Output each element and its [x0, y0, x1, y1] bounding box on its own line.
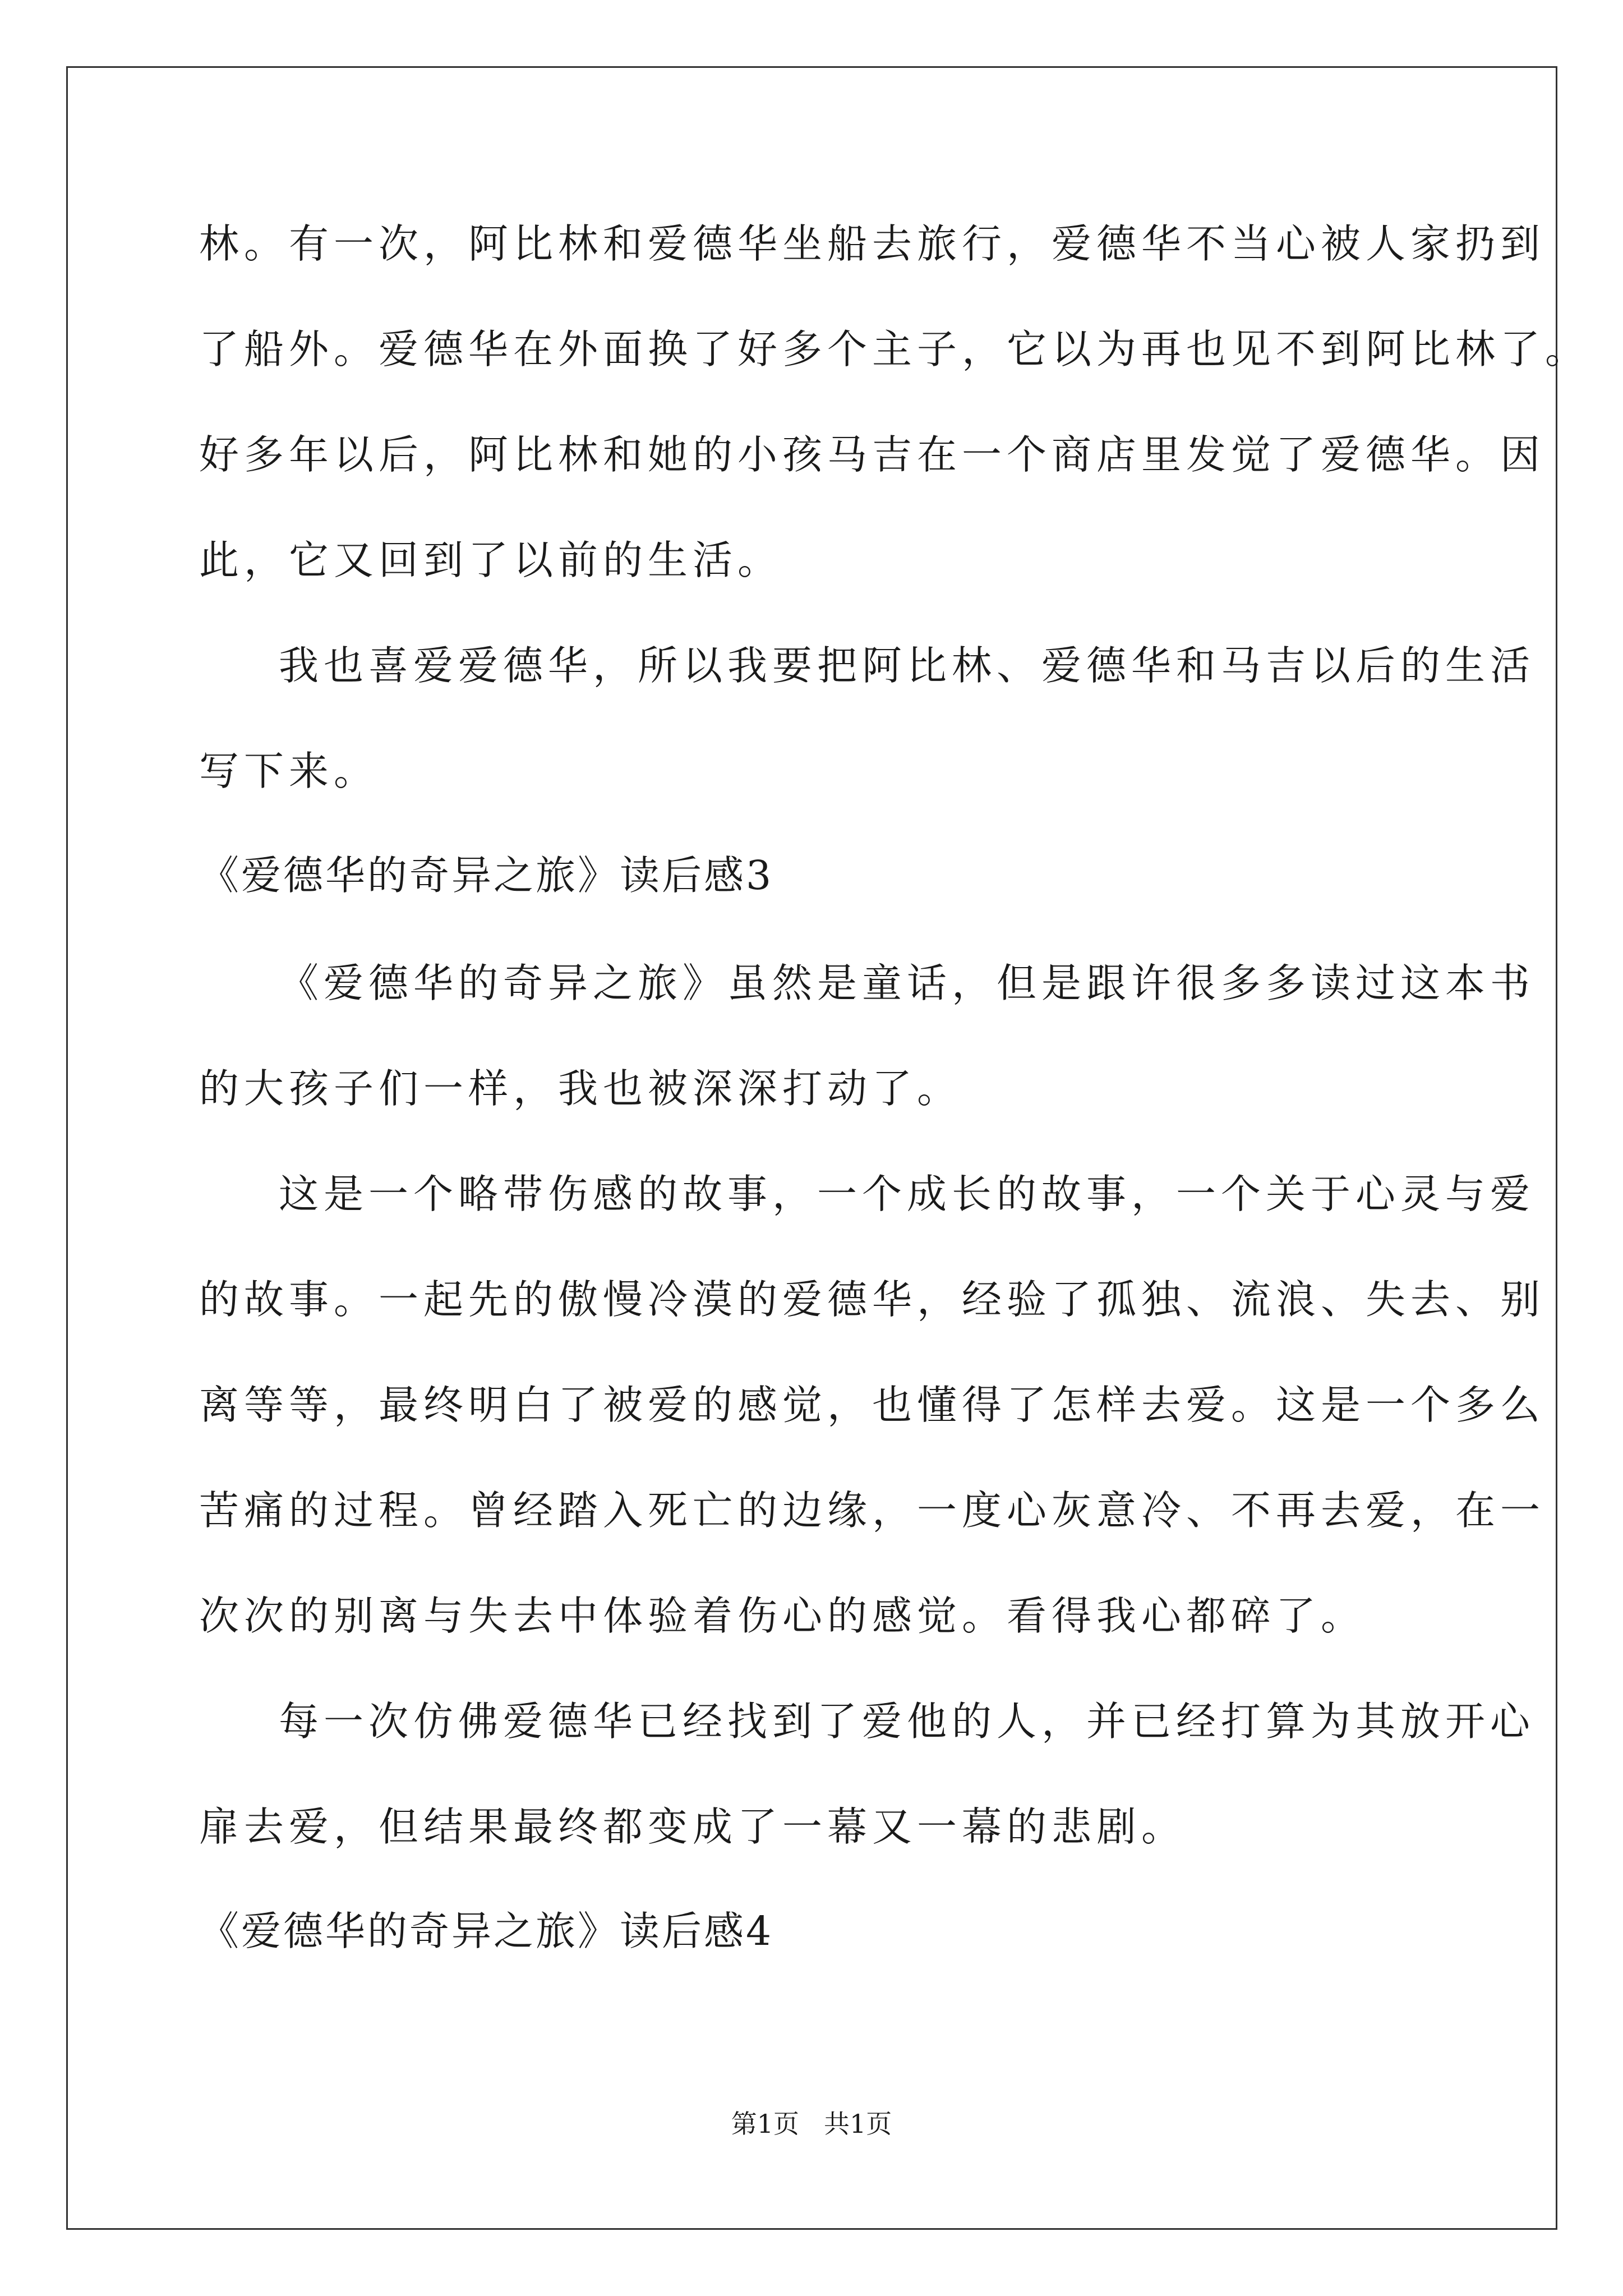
- body-line: 苦痛的过程。曾经踏入死亡的边缘，一度心灰意冷、不再去爱，在一: [199, 1487, 1546, 1534]
- page-number: 第1页: [731, 2109, 799, 2139]
- body-line: 此，它又回到了以前的生活。: [199, 537, 783, 583]
- page-total: 共1页: [824, 2109, 892, 2139]
- body-line: 林。有一次，阿比林和爱德华坐船去旅行，爱德华不当心被人家扔到: [199, 220, 1546, 267]
- body-line: 离等等，最终明白了被爱的感觉，也懂得了怎样去爱。这是一个多么: [199, 1382, 1546, 1428]
- paragraph-first-line: 每一次仿佛爱德华已经找到了爱他的人，并已经打算为其放开心: [279, 1698, 1536, 1745]
- paragraph-first-line: 这是一个略带伤感的故事，一个成长的故事，一个关于心灵与爱: [279, 1171, 1536, 1217]
- paragraph-first-line: 我也喜爱爱德华，所以我要把阿比林、爱德华和马吉以后的生活: [279, 642, 1536, 689]
- section-heading: 《爱德华的奇异之旅》读后感4: [199, 1908, 774, 1954]
- body-line: 了船外。爱德华在外面换了好多个主子，它以为再也见不到阿比林了。: [199, 326, 1590, 372]
- body-line: 写下来。: [199, 748, 379, 794]
- body-line: 好多年以后，阿比林和她的小孩马吉在一个商店里发觉了爱德华。因: [199, 431, 1546, 478]
- page-footer: [0, 2108, 1623, 2139]
- page-border: [66, 66, 1557, 2230]
- body-line: 次次的别离与失去中体验着伤心的感觉。看得我心都碎了。: [199, 1593, 1366, 1639]
- section-heading: 《爱德华的奇异之旅》读后感3: [199, 852, 774, 899]
- body-line: 的故事。一起先的傲慢冷漠的爱德华，经验了孤独、流浪、失去、别: [199, 1276, 1546, 1323]
- paragraph-first-line: 《爱德华的奇异之旅》虽然是童话，但是跟许很多多读过这本书: [279, 960, 1536, 1006]
- body-line: 扉去爱，但结果最终都变成了一幕又一幕的悲剧。: [199, 1803, 1187, 1850]
- body-line: 的大孩子们一样，我也被深深打动了。: [199, 1065, 962, 1112]
